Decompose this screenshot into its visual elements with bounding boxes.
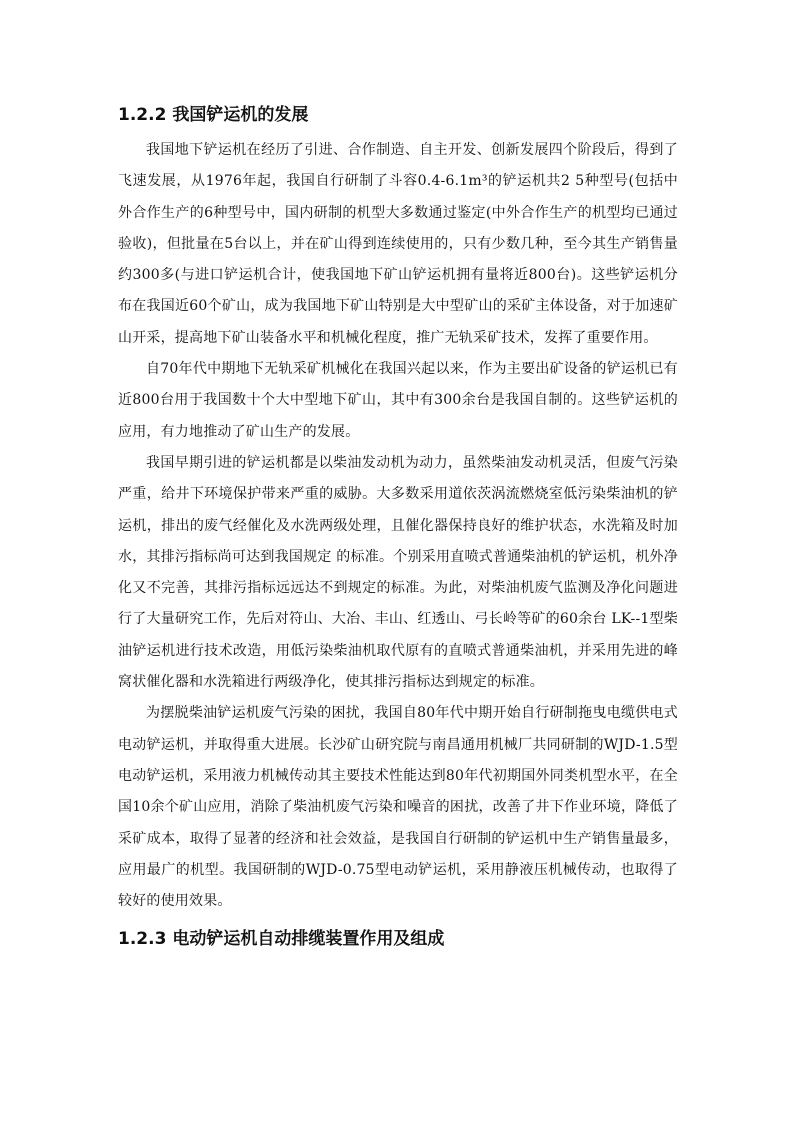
page-content bbox=[118, 97, 678, 957]
paragraph-development-stages: 我国地下铲运机在经历了引进、合作制造、自主开发、创新发展四个阶段后，得到了飞速发展，从1976年起，我国自行研制了斗容0.4-6.1m³的铲运机共2 5种型号(包括中外合作生产的6种型号中，国内研制的机型大多数通过鉴定(中外合作生产的机型均已通过验收)，但批量在5台以上，并在矿山得到连续使用的，只有少数几种，至今其生产销售量约300多(与进口铲运机合计，使我国地下矿山铲运机拥有量将近800台)。这些铲运机分布在我国近60个矿山，成为我国地下矿山特别是大中型矿山的采矿主体设备，对于加速矿山开采，提高地下矿山装备水平和机械化程度，推广无轨采矿技术，发挥了重要作用。 bbox=[118, 142, 678, 346]
section-heading-1-2-3: 1.2.3 电动铲运机自动排缆装置作用及组成 bbox=[118, 929, 445, 950]
paragraph-seventies-mechanization: 自70年代中期地下无轨采矿机械化在我国兴起以来，作为主要出矿设备的铲运机已有近800台用于我国数十个大中型地下矿山，其中有300余台是我国自制的。这些铲运机的应用，有力地推动了矿山生产的发展。 bbox=[118, 361, 678, 440]
paragraph-diesel-pollution: 我国早期引进的铲运机都是以柴油发动机为动力，虽然柴油发动机灵活，但废气污染严重，给井下环境保护带来严重的威胁。大多数采用道依茨涡流燃烧室低污染柴油机的铲运机，排出的废气经催化及水洗两级处理，且催化器保持良好的维护状态，水洗箱及时加水，其排污指标尚可达到我国规定 的标准。个别采用直喷式普通柴油机的铲运机，机外净化又不完善，其排污指标远远达不到规定的标准。为此，对柴油机废气监测及净化问题进行了大量研究工作，先后对符山、大冶、丰山、红透山、弓长岭等矿的60余台 LK--1型柴油铲运机进行技术改造，用低污染柴油机取代原有的直喷式普通柴油机，并采用先进的峰窝状催化器和水洗箱进行两级净化，使其排污指标达到规定的标准。 bbox=[118, 454, 678, 691]
paragraph-electric-loaders: 为摆脱柴油铲运机废气污染的困扰，我国自80年代中期开始自行研制拖曳电缆供电式电动铲运机，并取得重大进展。长沙矿山研究院与南昌通用机械厂共同研制的WJD-1.5型电动铲运机，采用液力机械传动其主要技术性能达到80年代初期国外同类机型水平，在全国10余个矿山应用，消除了柴油机废气污染和噪音的困扰，改善了井下作业环境，降低了采矿成本，取得了显著的经济和社会效益，是我国自行研制的铲运机中生产销售量最多，应用最广的机型。我国研制的WJD-0.75型电动铲运机，采用静液压机械传动，也取得了较好的使用效果。 bbox=[118, 705, 678, 910]
section-heading-1-2-2: 1.2.2 我国铲运机的发展 bbox=[118, 105, 309, 125]
